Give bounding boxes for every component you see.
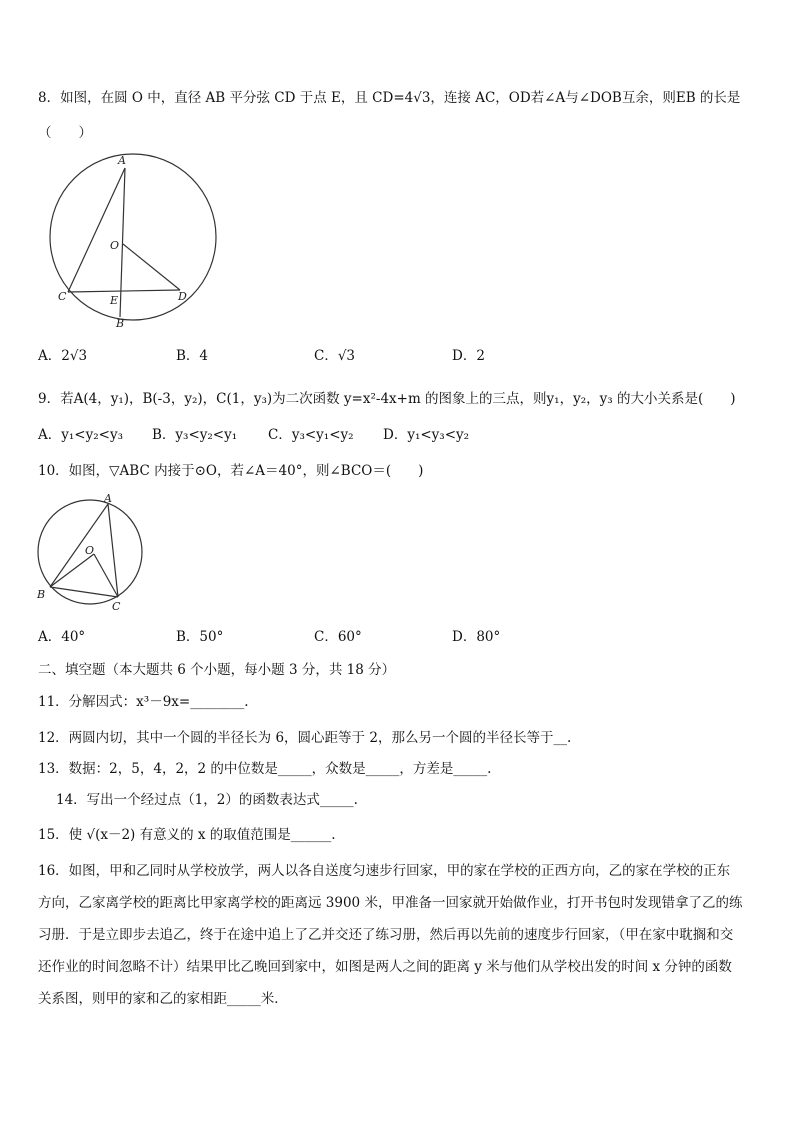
label-b: B	[37, 588, 46, 601]
question-11: 11．分解因式：x³－9x=________.	[38, 694, 249, 710]
label-c: C	[112, 600, 121, 613]
label-o: O	[110, 239, 120, 252]
question-10-text: 10．如图，▽ABC 内接于⊙O，若∠A＝40°，则∠BCO＝( )	[38, 463, 424, 479]
question-16-line-2: 方向，乙家离学校的距离比甲家离学校的距离远 3900 米，甲准备一回家就开始做作业，打开书包时发现错拿了乙的练	[38, 895, 743, 911]
question-14: 14．写出一个经过点（1，2）的函数表达式_____.	[56, 792, 358, 808]
label-b: B	[116, 317, 125, 330]
label-o: O	[85, 544, 95, 557]
q8-option-b: B．4	[176, 348, 209, 364]
question-13: 13．数据：2，5，4，2，2 的中位数是_____，众数是_____，方差是_____.	[38, 761, 492, 777]
label-d: D	[178, 290, 187, 303]
question-10-figure	[30, 492, 150, 617]
question-9-text: 9．若A(4，y₁)，B(-3，y₂)，C(1，y₃)为二次函数 y=x²-4x+m 的图象上的三点，则y₁，y₂，y₃ 的大小关系是( )	[38, 391, 736, 407]
question-8-figure	[40, 152, 220, 332]
q10-option-d: D．80°	[452, 629, 501, 645]
label-a: A	[104, 492, 112, 505]
question-8-text: 8．如图，在圆 O 中，直径 AB 平分弦 CD 于点 E，且 CD=4√3，连接 AC，OD若∠A与∠DOB互余，则EB 的长是	[38, 90, 741, 106]
label-c: C	[58, 290, 67, 303]
question-16-line-1: 16．如图，甲和乙同时从学校放学，两人以各自送度匀速步行回家，甲的家在学校的正西方向，乙的家在学校的正东	[38, 863, 731, 879]
question-15: 15．使 √(x－2) 有意义的 x 的取值范围是______.	[38, 827, 336, 843]
q8-option-c: C．√3	[314, 348, 356, 364]
question-16-line-3: 习册．于是立即步去追乙，终于在途中追上了乙并交还了练习册，然后再以先前的速度步行回家，（甲在家中耽搁和交	[38, 927, 734, 943]
q9-option-d: D．y₁<y₃<y₂	[383, 427, 470, 443]
q10-option-a: A．40°	[38, 629, 86, 645]
q9-option-b: B．y₃<y₂<y₁	[152, 427, 238, 443]
q8-option-a: A．2√3	[38, 348, 88, 364]
q9-option-a: A．y₁<y₂<y₃	[38, 427, 123, 443]
q9-option-c: C．y₃<y₁<y₂	[268, 427, 354, 443]
question-8-paren: （ ）	[38, 125, 92, 141]
question-16-line-5: 关系图，则甲的家和乙的家相距_____米．	[38, 991, 288, 1007]
q8-option-d: D．2	[452, 348, 485, 364]
label-e: E	[110, 294, 119, 307]
question-12: 12．两圆内切，其中一个圆的半径长为 6，圆心距等于 2，那么另一个圆的半径长等于__.	[38, 730, 572, 746]
section-2-heading: 二、填空题（本大题共 6 个小题，每小题 3 分，共 18 分）	[38, 662, 396, 678]
question-16-line-4: 还作业的时间忽略不计）结果甲比乙晚回到家中，如图是两人之间的距离 y 米与他们从学校出发的时间 x 分钟的函数	[38, 959, 732, 975]
label-a: A	[118, 154, 126, 167]
q10-option-c: C．60°	[314, 629, 362, 645]
q10-option-b: B．50°	[176, 629, 224, 645]
